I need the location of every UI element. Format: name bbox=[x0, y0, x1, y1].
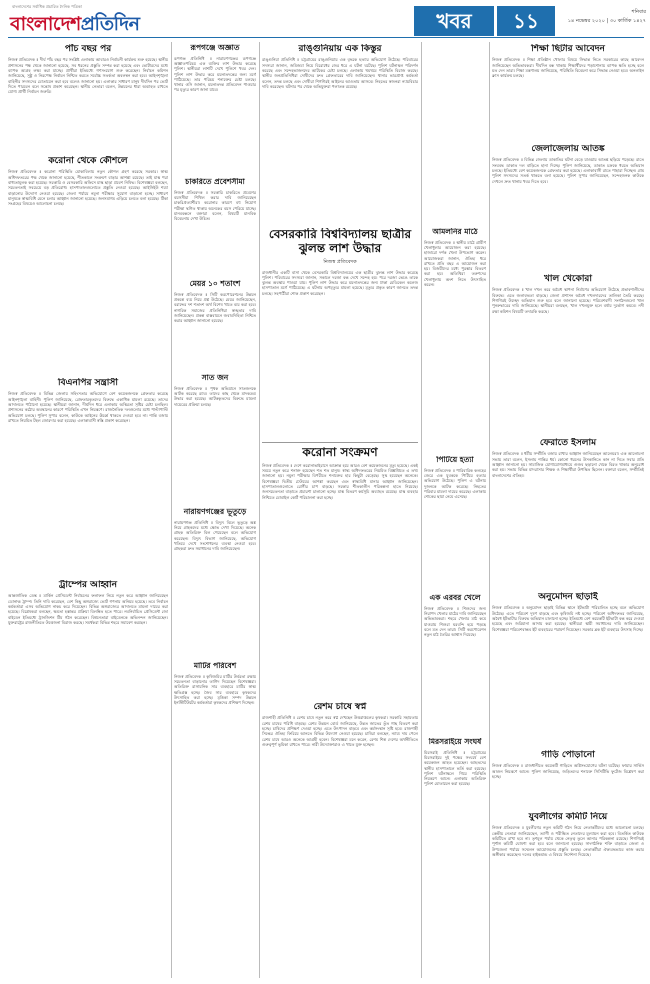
article-12-headline: বেসরকারি বিশ্ববিদ্যালয় ছাত্রীর ঝুলন্ত লাশ উদ্ধার bbox=[268, 228, 412, 255]
article-3-body: নিজস্ব প্রতিবেদক ॥ বিভিন্ন জেলায় সহিংসতার অভিযোগে বেশ কয়েকজনকে গ্রেফতার করেছে আইনশৃঙ্খলা বাহিনী। পুলিশ জানিয়েছে, গ্রেফতারকৃতদের বিরুদ্ধে একাধিক মামলা রয়েছে। তাদের আদালতে পাঠানো হয়েছে। স্থানীয়রা জানান, দীর্ঘদিন ধরে এলাকায় অস্থিরতা সৃষ্টির চেষ্টা চলছিল। প্রশাসনের কঠোর অবস্থানের কারণে পরিস্থিতি এখন নিয়ন্ত্রণে। রাজনৈতিক দলগুলোর মধ্যে পাল্টাপাল্টি অভিযোগ চলছে। পুলিশ সুপার বলেন, কাউকে আইনের ঊর্ধ্বে থাকতে দেওয়া হবে না। শান্তি বজায় রাখতে নিয়মিত টহল জোরদার করা হয়েছে। এলাকাবাসী স্বস্তি প্রকাশ করেছেন। bbox=[8, 391, 168, 423]
article-9-body: নারায়ণগঞ্জ প্রতিনিধি ॥ বিদ্যুৎ বিলে ভূতুড়ে অঙ্ক নিয়ে গ্রাহকদের মধ্যে ক্ষোভ দেখা দিয়েছে। অনেক গ্রাহক অতিরিক্ত বিল পেয়েছেন বলে অভিযোগ করেছেন। বিদ্যুৎ বিভাগ জানিয়েছে, অভিযোগ খতিয়ে দেখে সংশোধনের ব্যবস্থা নেওয়া হবে। গ্রাহকরা দ্রুত সমাধানের দাবি জানিয়েছেন। bbox=[174, 519, 256, 552]
section-divider bbox=[262, 442, 418, 443]
article-11-body: রাঙ্গুনিয়া প্রতিনিধি ॥ চট্টগ্রামের রাঙ্গুনিয়ায় এক বৃদ্ধকে হত্যার অভিযোগ উঠেছে। পরিবারের সদস্যরা জানান, জমিজমা নিয়ে বিরোধের জের ধরে এ ঘটনা ঘটেছে। পুলিশ ঘটনাস্থল পরিদর্শন করেছে এবং সন্দেহভাজনদের আটকের চেষ্টা চলছে। এলাকায় থমথমে পরিস্থিতি বিরাজ করছে। স্থানীয় জনপ্রতিনিধিরা দোষীদের দ্রুত গ্রেফতারের দাবি জানিয়েছেন। থানার ভারপ্রাপ্ত কর্মকর্তা বলেন, তদন্ত চলছে এবং দোষীরা শিগগিরই আইনের আওতায় আসবে। নিহতের স্বজনরা ন্যায়বিচার দাবি করেছেন। ঘটনার পর থেকে অভিযুক্তরা পলাতক রয়েছে। bbox=[262, 57, 418, 89]
newspaper-logo bbox=[8, 4, 178, 34]
article-2-headline: করোনা থেকে কৌশলে bbox=[48, 156, 128, 166]
article-16 bbox=[424, 738, 486, 978]
article-23-body: নিজস্ব প্রতিবেদক ॥ অনুমোদন ছাড়াই বিভিন্ন স্থানে ইটভাটা পরিচালিত হচ্ছে বলে অভিযোগ উঠেছে। এতে পরিবেশ দূষণ বাড়ছে এবং কৃষিজমি নষ্ট হচ্ছে। পরিবেশ অধিদফতর জানিয়েছে, অবৈধ ইটভাটার বিরুদ্ধে অভিযান চালানো হচ্ছে। ইতিমধ্যে বেশ কয়েকটি ইটভাটা বন্ধ করে দেওয়া হয়েছে এবং জরিমানা আদায় করা হয়েছে। স্থানীয়রা স্থায়ী সমাধানের দাবি জানিয়েছেন। বিশেষজ্ঞরা পরিবেশবান্ধব ইট ব্যবহারের পরামর্শ দিয়েছেন। সরকার ব্লক ইট ব্যবহারে উৎসাহ দিচ্ছে। bbox=[492, 605, 644, 632]
article-17-headline: করোনা সংক্রমণ bbox=[302, 446, 378, 459]
article-11 bbox=[262, 44, 418, 224]
article-7-headline: মেয়র ১০ শতাংশ bbox=[189, 280, 241, 288]
article-1-headline: পাঁচ বছর পর bbox=[64, 44, 112, 54]
article-25-headline: যুবলীগের কমিটি নিয়ে bbox=[528, 812, 608, 822]
article-21-headline: খাল খেকোরা bbox=[543, 274, 592, 284]
article-11-headline: রাঙ্গুনিয়ায় এক কিস্তুর bbox=[298, 44, 382, 54]
column-divider bbox=[489, 42, 490, 978]
article-10-body: নিজস্ব প্রতিবেদক ॥ কৃষিজমির মাটির উর্বরতা রক্ষায় সচেতনতা বাড়ানোর তাগিদ দিয়েছেন বিশেষজ্ঞরা। অতিরিক্ত রাসায়নিক সার ব্যবহারে মাটির স্বাস্থ্য ক্ষতিগ্রস্ত হচ্ছে। জৈব সার ব্যবহারে কৃষকদের উৎসাহিত করা হচ্ছে। মৃত্তিকা সম্পদ উন্নয়ন ইনস্টিটিউটের কর্মকর্তারা কৃষকদের প্রশিক্ষণ দিচ্ছেন। bbox=[174, 673, 256, 706]
article-4-headline: ট্রাম্পের আহ্বান bbox=[58, 580, 117, 590]
article-6-body: নিজস্ব প্রতিবেদক ॥ সরকারি চাকরিতে প্রবেশের বয়সসীমা শিথিল করার দাবি জানিয়েছেন চাকরিপ্রত্যাশীরা। করোনার কারণে বহু নিয়োগ পরীক্ষা স্থগিত থাকায় অনেকের বয়স পেরিয়ে যাচ্ছে। মানববন্ধনে বক্তারা বলেন, বিষয়টি মানবিক বিবেচনায় দেখা উচিত। bbox=[174, 189, 256, 222]
masthead bbox=[0, 0, 650, 40]
article-18 bbox=[262, 702, 418, 978]
article-9-headline: নারায়ণগঞ্জের ভূতুড়ে bbox=[183, 508, 247, 516]
article-3 bbox=[8, 378, 168, 574]
article-9 bbox=[174, 508, 256, 658]
article-4 bbox=[8, 580, 168, 978]
logo-part-1: বাংলাদেশ bbox=[10, 13, 81, 35]
article-16-headline: মিরসরাইয়ে সংঘর্ষ bbox=[428, 738, 482, 746]
article-13-headline: আমলনির মাঠে bbox=[432, 228, 478, 236]
article-19-headline: শিক্ষা ছিটার আবেদন bbox=[531, 44, 605, 54]
article-8-body: নিজস্ব প্রতিবেদক ॥ পৃথক অভিযানে সাতজনকে আটক করেছে র‌্যাব। তাদের কাছ থেকে মাদকদ্রব্য উদ্ধার করা হয়েছে। আটককৃতদের বিরুদ্ধে মামলা দায়েরের প্রক্রিয়া চলছে। bbox=[174, 385, 256, 407]
article-14-body: নিজস্ব প্রতিবেদক ॥ পারিবারিক কলহের জেরে এক যুবককে পিটিয়ে হত্যার অভিযোগ উঠেছে। পুলিশ এ ঘটনায় দুজনকে আটক করেছে। নিহতের পরিবার মামলা দায়ের করেছে। এলাকায় শোকের ছায়া নেমে এসেছে। bbox=[424, 467, 486, 500]
article-5 bbox=[174, 44, 256, 174]
article-16-body: মিরসরাই প্রতিনিধি ॥ চট্টগ্রামের মিরসরাইয়ে দুই পক্ষের সংঘর্ষে বেশ কয়েকজন আহত হয়েছেন। আহতদের স্থানীয় হাসপাতালে ভর্তি করা হয়েছে। পুলিশ ঘটনাস্থলে গিয়ে পরিস্থিতি নিয়ন্ত্রণে আনে। এলাকায় অতিরিক্ত পুলিশ মোতায়েন করা হয়েছে। bbox=[424, 749, 486, 787]
article-8-headline: সাত জন bbox=[201, 374, 229, 382]
article-10-headline: মাটির পরিবেশ bbox=[193, 662, 237, 670]
article-17 bbox=[262, 446, 418, 698]
article-5-body: রূপগঞ্জ প্রতিনিধি ॥ নারায়ণগঞ্জের রূপগঞ্জে অজ্ঞাতপরিচয় এক ব্যক্তির লাশ উদ্ধার করেছে পুলিশ। স্থানীয়রা লাশটি দেখে পুলিশে খবর দেন। পুলিশ লাশ উদ্ধার করে ময়নাতদন্তের জন্য মর্গে পাঠিয়েছে। তার পরিচয় শনাক্তের চেষ্টা চলছে। থানার ওসি জানান, ময়নাতদন্ত প্রতিবেদন পাওয়ার পর মৃত্যুর কারণ জানা যাবে। bbox=[174, 55, 256, 93]
article-24-headline: গাড়ি পোড়ানো bbox=[541, 750, 595, 760]
article-13-body: নিজস্ব প্রতিবেদক ॥ স্থানীয় মাঠে গ্রামীণ খেলাধুলার আয়োজন করা হয়েছে। হাজারো দর্শক খেলা উপভোগ করেন। আয়োজকরা জানান, ঐতিহ্য ধরে রাখতে প্রতি বছর এ আয়োজন করা হয়। বিজয়ীদের মধ্যে পুরস্কার বিতরণ করা হয়। অতিথিরা তরুণদের খেলাধুলায় অংশ নিতে উৎসাহিত করেন। bbox=[424, 239, 486, 287]
article-6-headline: চাকরিতে প্রবেশসীমা bbox=[185, 178, 245, 186]
article-21 bbox=[492, 274, 644, 434]
article-6 bbox=[174, 178, 256, 276]
article-22-headline: ফেরাতে ইসলাম bbox=[539, 438, 597, 448]
article-17-body: নিজস্ব প্রতিবেদক ॥ দেশে করোনাভাইরাসে আক্রান্ত হয়ে আরও বেশ কয়েকজনের মৃত্যু হয়েছে। একই সময়ে নতুন করে শনাক্ত হয়েছেন শত শত মানুষ। স্বাস্থ্য অধিদফতরের নিয়মিত বিজ্ঞপ্তিতে এ তথ্য জানানো হয়। নমুনা পরীক্ষার বিপরীতে শনাক্তের হার কিছুটা বেড়েছে। সুস্থ হয়েছেন অনেকে। বিশেষজ্ঞরা দ্বিতীয় ঢেউয়ের আশঙ্কা করছেন এবং স্বাস্থ্যবিধি মানার আহ্বান জানিয়েছেন। হাসপাতালগুলোতে রোগীর চাপ বাড়ছে। সরকার শীতকালীন পরিকল্পনা হাতে নিয়েছে। জনসচেতনতা বাড়াতে প্রচারণা চালানো হচ্ছে। মাস্ক বিতরণ কর্মসূচি অব্যাহত রয়েছে। মাস্ক ব্যবহার নিশ্চিতে মোবাইল কোর্ট পরিচালনা করা হচ্ছে। bbox=[262, 462, 418, 500]
section-title: খবর bbox=[436, 9, 472, 33]
column-divider bbox=[171, 42, 172, 978]
article-10 bbox=[174, 662, 256, 978]
article-15-body: নিজস্ব প্রতিবেদক ॥ শিশুদের জন্য নিরাপদ খেলার মাঠের দাবি জানিয়েছেন অভিভাবকরা। শহরে খেলার মাঠ কমে যাওয়ায় শিশুরা ঘরবন্দি হয়ে পড়ছে বলে মত দেন তারা। সিটি করপোরেশন নতুন মাঠ তৈরির আশ্বাস দিয়েছে। bbox=[424, 605, 486, 638]
article-22 bbox=[492, 438, 644, 588]
article-20-body: নিজস্ব প্রতিবেদক ॥ বিভিন্ন জেলায় ডাকাতির ঘটনা বেড়ে যাওয়ায় আতঙ্ক ছড়িয়ে পড়েছে। রাতে সংঘবদ্ধ ডাকাত দল বাড়িতে হানা দিচ্ছে। পুলিশ জানিয়েছে, ডাকাত চক্রকে ধরতে অভিযান চলছে। ইতিমধ্যে বেশ কয়েকজনকে গ্রেফতার করা হয়েছে। এলাকাবাসী রাতে পাহারা দিচ্ছেন। গ্রাম পুলিশ সদস্যদের সতর্ক থাকতে বলা হয়েছে। পুলিশ সুপার জানিয়েছেন, সন্দেহজনক কাউকে দেখলে দ্রুত থানায় খবর দিতে হবে। bbox=[492, 157, 644, 184]
article-18-body: রাজশাহী প্রতিনিধি ॥ রেশম চাষে নতুন করে স্বপ্ন দেখছেন উত্তরাঞ্চলের কৃষকরা। সরকারি সহায়তায় রেশম চাষের পরিধি বাড়ছে। রেশম উন্নয়ন বোর্ড জানিয়েছে, উন্নত জাতের তুঁত গাছ বিতরণ করা হচ্ছে। চাষিদের প্রশিক্ষণ দেওয়া হচ্ছে। এতে উৎপাদন বাড়বে এবং কর্মসংস্থান সৃষ্টি হবে। রাজশাহী সিল্কের ঐতিহ্য ফিরিয়ে আনতে বিভিন্ন উদ্যোগ নেওয়া হয়েছে। চাষিরা বলছেন, ন্যায্য দাম পেলে রেশম চাষে আরও অনেকে আগ্রহী হবেন। বিশেষজ্ঞরা মনে করেন, রেশম শিল্প দেশের অর্থনীতিতে গুরুত্বপূর্ণ ভূমিকা রাখতে পারে। নারী উদ্যোক্তারাও এ খাতে যুক্ত হচ্ছেন। bbox=[262, 715, 418, 747]
article-13 bbox=[424, 228, 486, 452]
masthead-rule bbox=[8, 37, 644, 38]
article-12 bbox=[262, 228, 418, 438]
article-25-body: নিজস্ব প্রতিবেদক ॥ যুবলীগের নতুন কমিটি গঠন নিয়ে নেতাকর্মীদের মধ্যে আলোচনা চলছে। কেন্দ্রীয় নেতারা জানিয়েছেন, ত্যাগী ও পরীক্ষিত নেতাদের মূল্যায়ন করা হবে। বিতর্কিত কাউকে কমিটিতে রাখা হবে না। তৃণমূল পর্যায় থেকে নেতৃত্ব তুলে আনার পরিকল্পনা রয়েছে। শিগগিরই পূর্ণাঙ্গ কমিটি ঘোষণা করা হবে বলে জানানো হয়েছে। সাংগঠনিক শক্তি বাড়াতে জেলা ও উপজেলা পর্যায়ে সম্মেলন আয়োজনের প্রস্তুতি চলছে। নেতাকর্মীরা ঐক্যবদ্ধভাবে কাজ করার অঙ্গীকার করেছেন। দলের হাইকমান্ড এ বিষয়ে নির্দেশনা দিয়েছে। bbox=[492, 825, 644, 857]
article-14 bbox=[424, 456, 486, 590]
article-7 bbox=[174, 280, 256, 370]
article-3-headline: বিএনপির সন্ত্রাসী bbox=[58, 378, 118, 388]
article-5-headline: রূপগঞ্জে অজ্ঞাত bbox=[190, 44, 240, 52]
article-1-body: নিজস্ব প্রতিবেদক ॥ দীর্ঘ পাঁচ বছর পর সংশ্লিষ্ট এলাকায় আবারও নির্বাচনী কার্যক্রম শুরু হয়েছে। স্থানীয় প্রশাসনের পক্ষ থেকে জানানো হয়েছে, সব ধরনের প্রস্তুতি সম্পন্ন করা হয়েছে এবং ভোটারদের মধ্যে ব্যাপক আগ্রহ লক্ষ্য করা যাচ্ছে। প্রার্থীরা ইতিমধ্যে গণসংযোগ শুরু করেছেন। নির্বাচন কমিশন জানিয়েছে, সুষ্ঠু ও নিরপেক্ষ নির্বাচন নিশ্চিত করতে সর্বোচ্চ সতর্কতা অবলম্বন করা হবে। আইনশৃঙ্খলা বাহিনীর সদস্যদের মোতায়েন করা হবে বলেও জানানো হয়। এলাকার সাধারণ মানুষ দীর্ঘদিন পর ভোট দিতে পারবেন বলে সন্তোষ প্রকাশ করেছেন। স্থানীয় নেতারা বলেন, উন্নয়নের ধারা অব্যাহত রাখতে যোগ্য প্রার্থী নির্বাচন জরুরি। bbox=[8, 57, 168, 95]
column-divider bbox=[259, 42, 260, 978]
article-12-body: রাজধানীর একটি বাসা থেকে বেসরকারি বিশ্ববিদ্যালয়ের এক ছাত্রীর ঝুলন্ত লাশ উদ্ধার করেছে পুলিশ। পরিবারের সদস্যরা জানান, সকালে দরজা বন্ধ দেখে সন্দেহ হয়। পরে দরজা ভেঙে তাকে ঝুলন্ত অবস্থায় পাওয়া যায়। পুলিশ লাশ উদ্ধার করে ময়নাতদন্তের জন্য ঢাকা মেডিকেল কলেজ হাসপাতাল মর্গে পাঠিয়েছে। এ ঘটনায় অপমৃত্যুর মামলা হয়েছে। মৃত্যুর প্রকৃত কারণ জানতে তদন্ত চলছে। সহপাঠীরা শোক প্রকাশ করেছেন। bbox=[262, 269, 418, 296]
article-23-headline: অনুমোদন ছাড়াই bbox=[538, 592, 598, 602]
article-23 bbox=[492, 592, 644, 746]
article-24-body: নিজস্ব প্রতিবেদক ॥ রাজধানীতে কয়েকটি গাড়িতে অগ্নিসংযোগের ঘটনা ঘটেছে। ফায়ার সার্ভিস আগুন নিয়ন্ত্রণে আনে। পুলিশ জানিয়েছে, জড়িতদের শনাক্তে সিসিটিভি ফুটেজ বিশ্লেষণ করা হচ্ছে। bbox=[492, 763, 644, 779]
article-14-headline: পিটিয়ে হত্যা bbox=[436, 456, 474, 464]
article-20-headline: জেলাজেলায় আতঙ্ক bbox=[531, 144, 605, 154]
article-2 bbox=[8, 156, 168, 374]
article-15 bbox=[424, 594, 486, 734]
weekday: শনিবার bbox=[631, 9, 646, 15]
logo-tagline: বাংলাদেশের সর্বাধিক প্রচারিত দৈনিক পত্রিকা bbox=[12, 4, 82, 9]
article-19-body: নিজস্ব প্রতিবেদক ॥ শিক্ষা প্রতিষ্ঠান খোলার বিষয়ে সিদ্ধান্ত নিতে সরকারের কাছে আবেদন জানিয়েছেন অভিভাবকরা। দীর্ঘদিন বন্ধ থাকায় শিক্ষার্থীদের পড়াশোনায় ব্যাপক ক্ষতি হচ্ছে বলে মত দেন তারা। শিক্ষা মন্ত্রণালয় জানিয়েছে, পরিস্থিতি বিবেচনা করে সিদ্ধান্ত নেওয়া হবে। অনলাইন ক্লাস কার্যক্রম চলছে। bbox=[492, 57, 644, 79]
article-2-body: নিজস্ব প্রতিবেদক ॥ করোনা পরিস্থিতি মোকাবিলায় নতুন কৌশল গ্রহণ করেছে সরকার। স্বাস্থ্য অধিদফতরের পক্ষ থেকে জানানো হয়েছে, শীতকালে সংক্রমণ বাড়ার আশঙ্কা রয়েছে। তাই মাস্ক পরা বাধ্যতামূলক করা হয়েছে। সরকারি ও বেসরকারি অফিসে মাস্ক ছাড়া প্রবেশ নিষিদ্ধ। বিশেষজ্ঞরা বলছেন, সচেতনতাই সবচেয়ে বড় প্রতিরোধ। হাসপাতালগুলোতে প্রস্তুতি নেওয়া হয়েছে। আইসিইউ শয্যা বাড়ানোর উদ্যোগ নেওয়া হয়েছে। জেলা পর্যায়ে নমুনা পরীক্ষার সুযোগ বাড়ানো হচ্ছে। সাধারণ মানুষকে স্বাস্থ্যবিধি মেনে চলার আহ্বান জানানো হয়েছে। জনসমাগম এড়িয়ে চলতে বলা হয়েছে। টিকা সংগ্রহের বিষয়েও আলোচনা চলছে। bbox=[8, 169, 168, 207]
article-7-body: নিজস্ব প্রতিবেদক ॥ সিটি করপোরেশনের উন্নয়ন প্রকল্পে ব্যয় নিয়ে প্রশ্ন উঠেছে। মেয়র জানিয়েছেন, বরাদ্দের দশ শতাংশ অর্থ বিশেষ খাতে ব্যয় করা হবে। নাগরিক সমাজের প্রতিনিধিরা স্বচ্ছতার দাবি জানিয়েছেন। প্রকল্প বাস্তবায়নে জবাবদিহিতা নিশ্চিত করার আহ্বান জানানো হয়েছে। bbox=[174, 291, 256, 324]
article-4-body: আন্তর্জাতিক ডেস্ক ॥ মার্কিন প্রেসিডেন্ট নির্বাচনের ফলাফল নিয়ে নতুন করে আহ্বান জানিয়েছেন ডোনাল্ড ট্রাম্প। তিনি দাবি করেছেন, বেশ কিছু অঙ্গরাজ্যে ভোট গণনায় অনিয়ম হয়েছে। তবে নির্বাচন কর্মকর্তারা এসব অভিযোগ নাকচ করে দিয়েছেন। বিভিন্ন অঙ্গরাজ্যের আদালতে মামলা দায়ের করা হয়েছে। বিশ্লেষকরা বলছেন, ক্ষমতা হস্তান্তর প্রক্রিয়া বিলম্বিত হতে পারে। নবনির্বাচিত প্রেসিডেন্ট জো বাইডেন ইতিমধ্যে ট্রানজিশন টিম গঠন করেছেন। বিশ্বনেতারা বাইডেনকে অভিনন্দন জানিয়েছেন। যুক্তরাষ্ট্রের রাজনীতিতে উত্তেজনা বিরাজ করছে। সমর্থকরা বিভিন্ন শহরে সমাবেশ করছেন। bbox=[8, 593, 168, 625]
article-24 bbox=[492, 750, 644, 808]
article-15-headline: এক এরবর খেলে bbox=[429, 594, 481, 602]
article-8 bbox=[174, 374, 256, 504]
article-1 bbox=[8, 44, 168, 152]
logo-part-2: প্রতিদিন bbox=[80, 13, 140, 35]
article-21-body: নিজস্ব প্রতিবেদক ॥ খাল দখল করে অবৈধ স্থাপনা নির্মাণের অভিযোগ উঠেছে প্রভাবশালীদের বিরুদ্ধে। এতে জলাবদ্ধতা বাড়ছে। জেলা প্রশাসন অবৈধ দখলদারদের তালিকা তৈরি করছে। শিগগিরই উচ্ছেদ অভিযান শুরু হবে বলে জানানো হয়েছে। পরিবেশবাদী সংগঠনগুলো খাল পুনরুদ্ধারের দাবি জানিয়েছে। স্থানীয়রা বলছেন, খাল দখলমুক্ত হলে বর্ষায় দুর্ভোগ কমবে। নদী রক্ষা কমিশন বিষয়টি তদারকি করছে। bbox=[492, 287, 644, 314]
date: ১৪ নভেম্বর ২০২০ | ৩০ কার্তিক ১৪২৭ bbox=[567, 18, 646, 24]
dateline bbox=[562, 8, 646, 26]
article-18-headline: রেশম চাষে স্বপ্ন bbox=[313, 702, 367, 712]
article-22-body: নিজস্ব প্রতিবেদক ॥ ধর্মীয় সম্প্রীতি বজায় রাখার আহ্বান জানিয়েছেন আলেমরা। এক আলোচনা সভায় তারা বলেন, ইসলাম শান্তির ধর্ম। কোনো ধরনের উসকানিতে কান না দিতে সবার প্রতি আহ্বান জানানো হয়। সামাজিক যোগাযোগমাধ্যমে গুজব ছড়ানো থেকে বিরত থাকার অনুরোধ করা হয়। সভায় বিভিন্ন মাদরাসার শিক্ষক ও শিক্ষার্থীরা উপস্থিত ছিলেন। বক্তারা বলেন, সম্প্রীতিই বাংলাদেশের ঐতিহ্য। bbox=[492, 451, 644, 478]
article-19 bbox=[492, 44, 644, 140]
section-badge bbox=[414, 6, 494, 36]
page-number: ১১ bbox=[497, 6, 555, 36]
column-divider bbox=[421, 42, 422, 978]
article-12-byline: নিজস্ব প্রতিবেদক bbox=[323, 258, 357, 265]
article-25 bbox=[492, 812, 644, 978]
article-20 bbox=[492, 144, 644, 270]
